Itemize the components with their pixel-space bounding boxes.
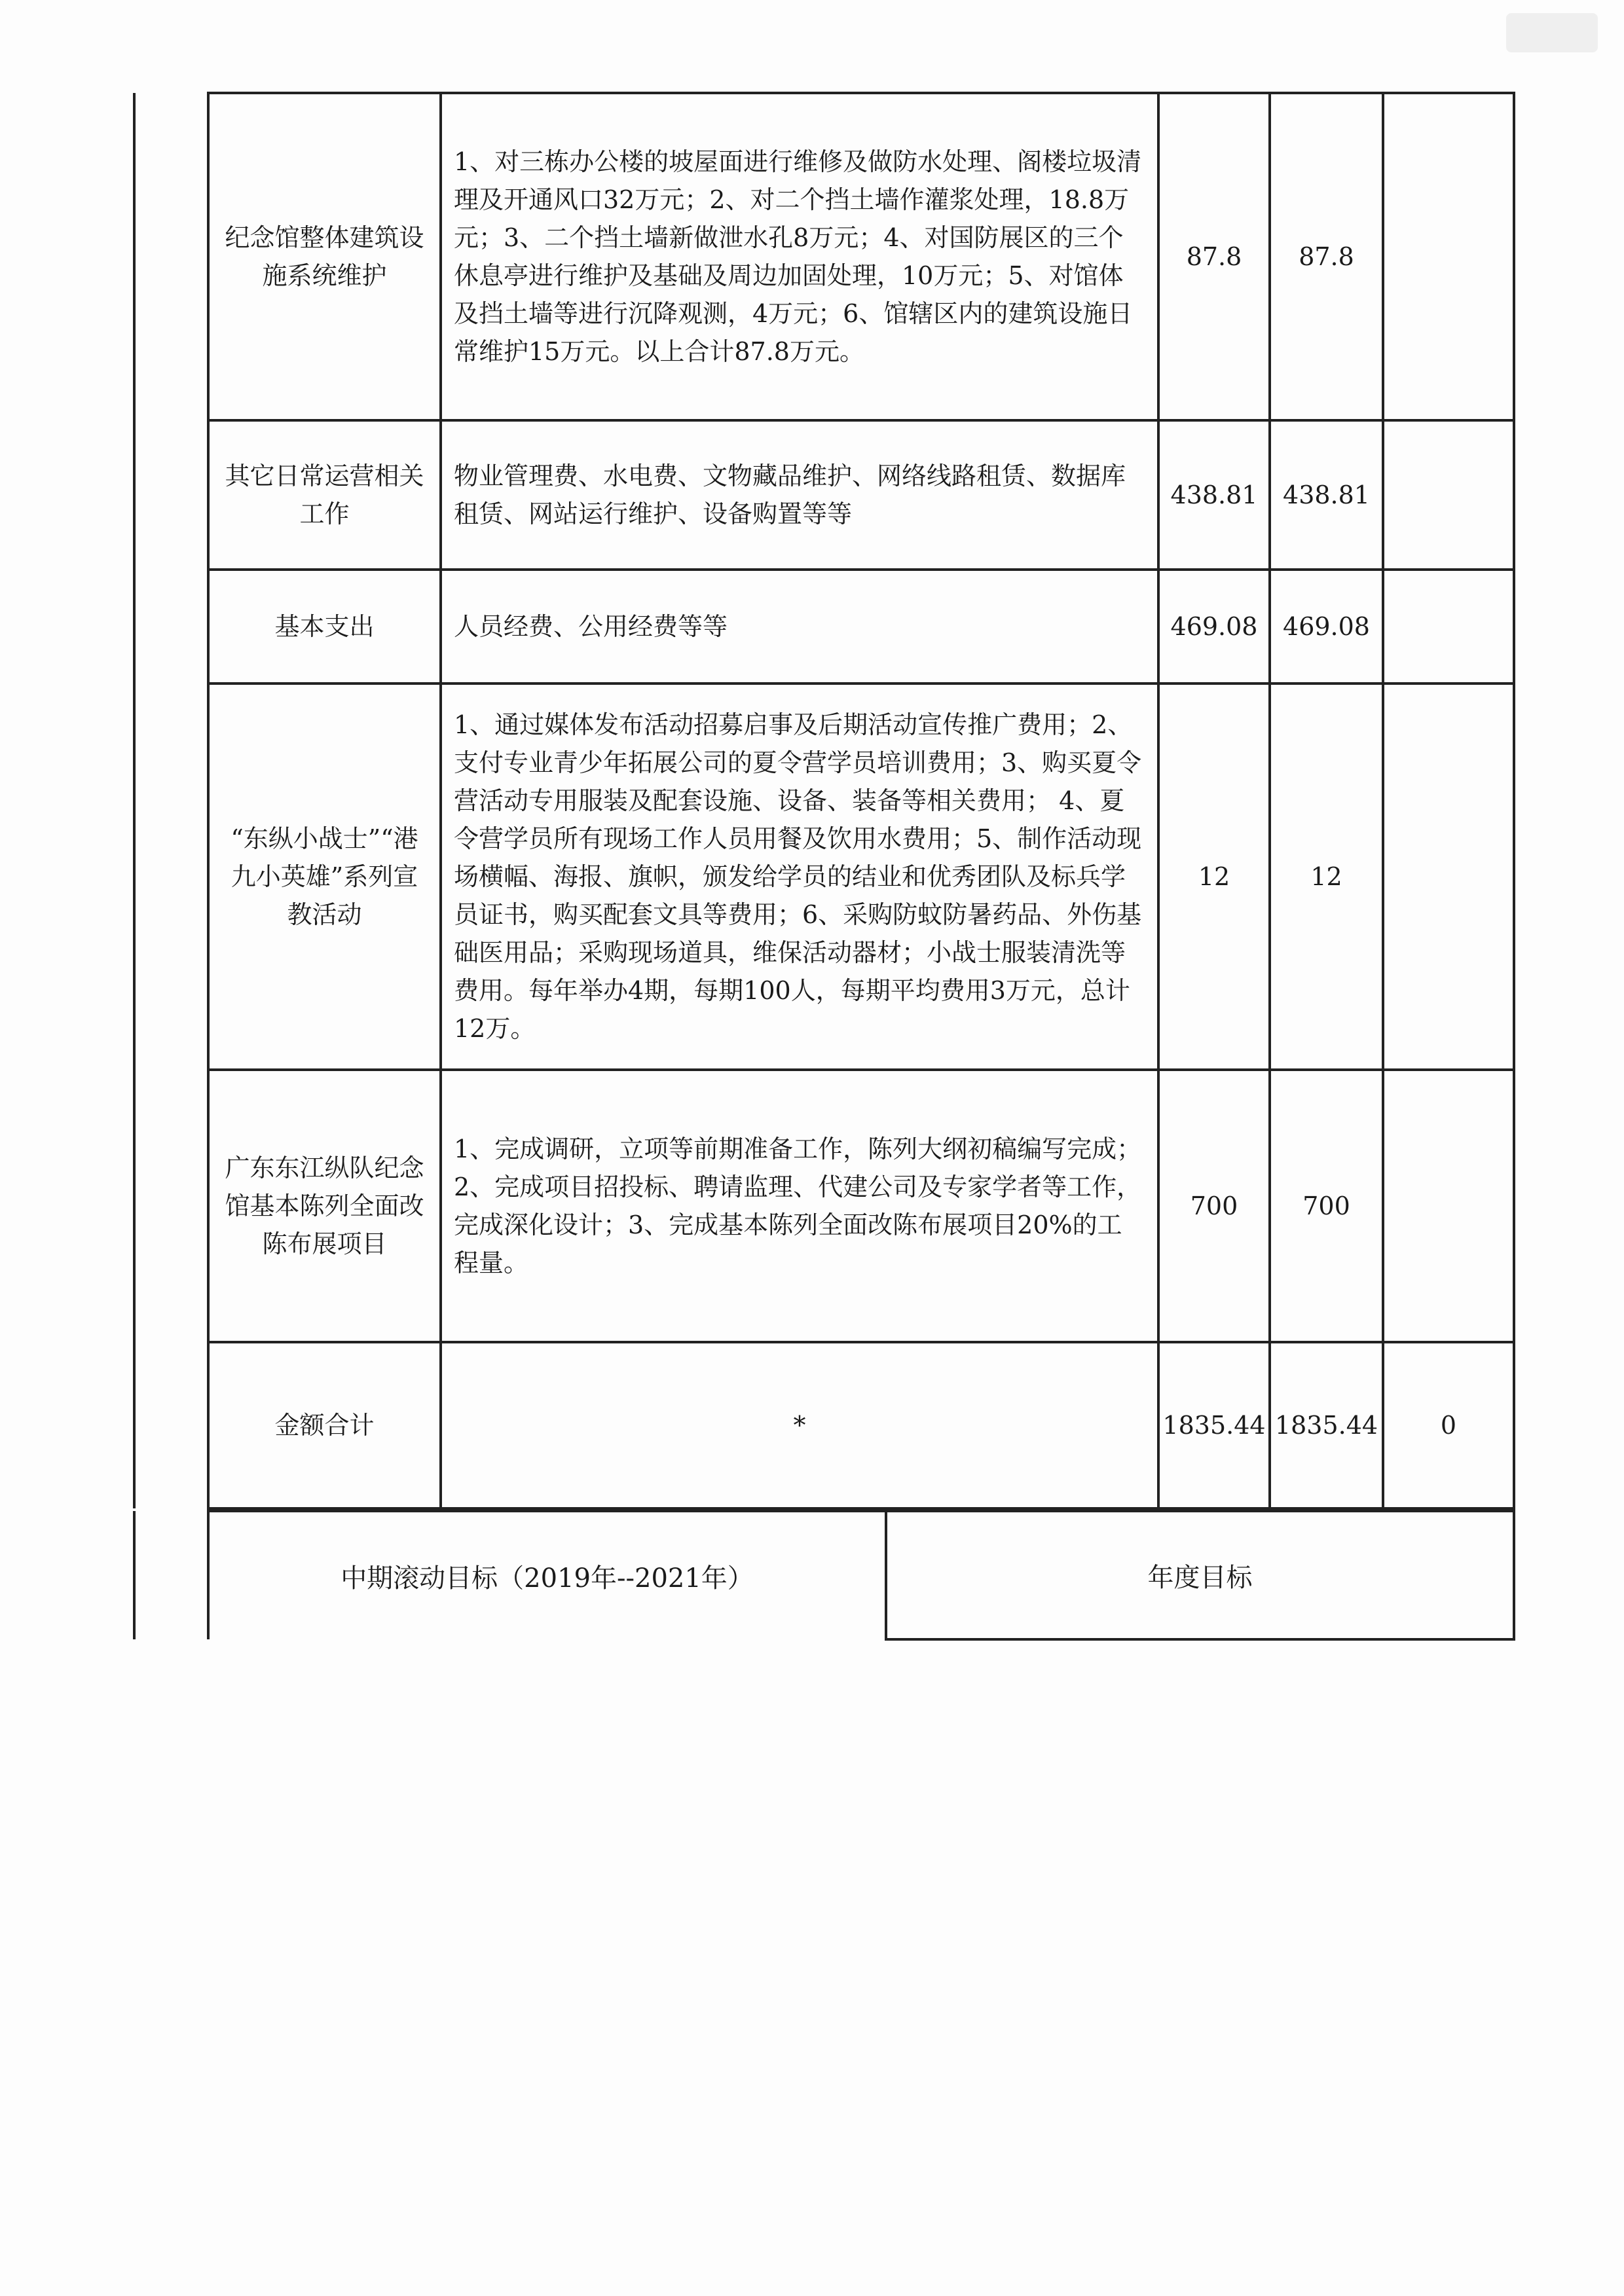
amount-cell: 12 <box>1270 683 1383 1070</box>
scan-smudge <box>1506 13 1598 52</box>
amount-cell: 87.8 <box>1270 93 1383 420</box>
total-description: * <box>441 1342 1158 1508</box>
project-description: 1、通过媒体发布活动招募启事及后期活动宣传推广费用；2、支付专业青少年拓展公司的夏令营学员培训费用；3、购买夏令营活动专用服装及配套设施、设备、装备等相关费用； 4、夏令营学员所有现场工作人员用餐及饮用水费用；5、制作活动现场横幅、海报、旗帜，颁发给学员的结业和优秀团队及标兵学员证书，购买配套文具等费用；6、采购防蚊防暑药品、外伤基础医用品；采购现场道具，维保活动器材；小战士服装清洗等费用。每年举办4期，每期100人，每期平均费用3万元，总计12万。 <box>441 683 1158 1070</box>
amount-cell: 469.08 <box>1270 570 1383 683</box>
table-row <box>134 1070 1514 1342</box>
amount-cell: 87.8 <box>1158 93 1270 420</box>
blank-cell <box>134 420 208 570</box>
amount-cell: 438.81 <box>1270 420 1383 570</box>
amount-cell: 438.81 <box>1158 420 1270 570</box>
project-name: “东纵小战士”“港九小英雄”系列宣教活动 <box>208 683 441 1070</box>
table-row <box>134 93 1514 420</box>
total-label: 金额合计 <box>208 1342 441 1508</box>
amount-cell: 700 <box>1270 1070 1383 1342</box>
project-name: 纪念馆整体建筑设施系统维护 <box>208 93 441 420</box>
blank-cell <box>134 570 208 683</box>
total-row <box>134 1342 1514 1508</box>
table-row <box>134 570 1514 683</box>
midterm-goal-header: 中期滚动目标（2019年--2021年） <box>208 1511 886 1639</box>
total-amount: 0 <box>1383 1342 1514 1508</box>
amount-cell <box>1383 93 1514 420</box>
total-amount: 1835.44 <box>1270 1342 1383 1508</box>
blank-cell <box>134 683 208 1070</box>
amount-cell: 700 <box>1158 1070 1270 1342</box>
blank-cell <box>134 1070 208 1342</box>
annual-goal-header: 年度目标 <box>886 1511 1514 1639</box>
amount-cell <box>1383 1070 1514 1342</box>
amount-cell: 469.08 <box>1158 570 1270 683</box>
total-amount: 1835.44 <box>1158 1342 1270 1508</box>
project-description: 物业管理费、水电费、文物藏品维护、网络线路租赁、数据库租赁、网站运行维护、设备购置等等 <box>441 420 1158 570</box>
goals-header-table <box>133 1510 1515 1641</box>
goals-header-row <box>134 1511 1514 1639</box>
table-row <box>134 683 1514 1070</box>
project-description: 1、完成调研，立项等前期准备工作，陈列大纲初稿编写完成；2、完成项目招投标、聘请监理、代建公司及专家学者等工作，完成深化设计；3、完成基本陈列全面改陈布展项目20%的工程量。 <box>441 1070 1158 1342</box>
amount-cell <box>1383 683 1514 1070</box>
amount-cell <box>1383 570 1514 683</box>
blank-cell <box>134 1511 208 1639</box>
amount-cell: 12 <box>1158 683 1270 1070</box>
project-description: 人员经费、公用经费等等 <box>441 570 1158 683</box>
budget-table <box>133 92 1515 1510</box>
project-name: 广东东江纵队纪念馆基本陈列全面改陈布展项目 <box>208 1070 441 1342</box>
project-name: 基本支出 <box>208 570 441 683</box>
project-description: 1、对三栋办公楼的坡屋面进行维修及做防水处理、阁楼垃圾清理及开通风口32万元；2、对二个挡土墙作灌浆处理，18.8万元；3、二个挡土墙新做泄水孔8万元；4、对国防展区的三个休息亭进行维护及基础及周边加固处理，10万元；5、对馆体及挡土墙等进行沉降观测，4万元；6、馆辖区内的建筑设施日常维护15万元。以上合计87.8万元。 <box>441 93 1158 420</box>
table-row <box>134 420 1514 570</box>
amount-cell <box>1383 420 1514 570</box>
blank-cell <box>134 93 208 420</box>
project-name: 其它日常运营相关工作 <box>208 420 441 570</box>
blank-cell <box>134 1342 208 1508</box>
